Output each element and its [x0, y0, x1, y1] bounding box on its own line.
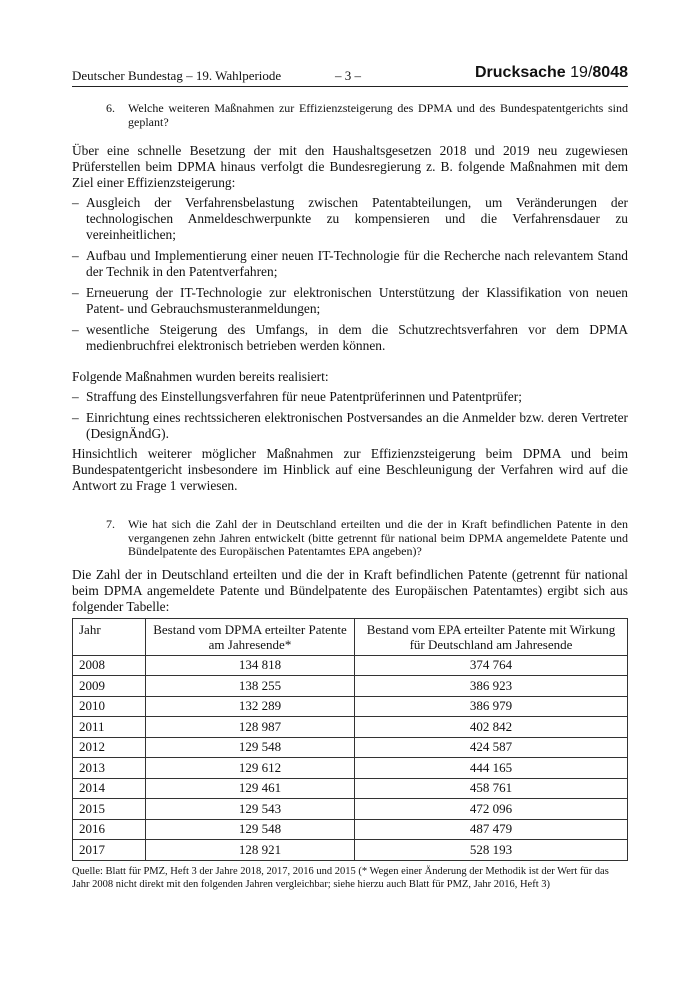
dpma-cell: 138 255	[146, 676, 355, 697]
year-cell: 2013	[73, 758, 146, 779]
dpma-cell: 129 548	[146, 737, 355, 758]
list-item: – Erneuerung der IT-Technologie zur elektronischen Unterstützung der Klassifikation von neuen Patent- und Gebrauchsmusteranmeldungen;	[72, 285, 628, 317]
table-row	[73, 778, 628, 799]
dpma-cell: 132 289	[146, 696, 355, 717]
table-row	[73, 737, 628, 758]
table-row	[73, 696, 628, 717]
answer-6-intro: Über eine schnelle Besetzung der mit den Haushaltsgesetzen 2018 und 2019 neu zugewiesen Prüferstellen beim DPMA hinaus verfolgt die Bundesregierung z. B. folgende Maßnahmen mit dem Ziel einer Effizienzsteigerung:	[72, 143, 628, 190]
patent-table	[72, 618, 628, 861]
table-row	[73, 717, 628, 738]
year-cell: 2009	[73, 676, 146, 697]
page-number: – 3 –	[335, 68, 361, 83]
table-row	[73, 819, 628, 840]
realized-measures-list	[72, 389, 628, 442]
table-body	[73, 655, 628, 860]
question-7-text: Wie hat sich die Zahl der in Deutschland erteilten und die der in Kraft befindlichen Patente in den vergangenen zehn Jahren entwickelt (bitte getrennt für national beim DPMA angemeldete Patente und Bündelpatente des Europäischen Patentamtes EPA angeben)?	[128, 517, 628, 558]
year-cell: 2010	[73, 696, 146, 717]
question-7-number: 7.	[106, 517, 115, 531]
doc-number-prefix: 19/	[570, 64, 593, 81]
page-header	[72, 64, 628, 87]
list-item: – Aufbau und Implementierung einer neuen IT-Technologie für die Recherche nach relevantem Stand der Technik in den Patentverfahren;	[72, 248, 628, 280]
answer-7-intro: Die Zahl der in Deutschland erteilten und die der in Kraft befindlichen Patente (getrennt für national beim DPMA angemeldete Patente und Bündelpatente des Europäischen Patentamtes) ergibt sich aus folgender Tabelle:	[72, 566, 628, 614]
list-item: – Einrichtung eines rechtssicheren elektronischen Postversandes an die Anmelder bzw. deren Vertreter (DesignÄndG).	[72, 410, 628, 442]
realized-intro: Folgende Maßnahmen wurden bereits realisiert:	[72, 369, 329, 384]
year-cell: 2008	[73, 655, 146, 676]
dpma-cell: 128 921	[146, 840, 355, 861]
dpma-cell: 128 987	[146, 717, 355, 738]
answer-6-closing: Hinsichtlich weiterer möglicher Maßnahmen zur Effizienzsteigerung beim DPMA und beim Bundespatentgericht insbesondere im Hinblick auf eine Beschleunigung der Verfahren wird auf die Antwort zu Frage 1 verwiesen.	[72, 446, 628, 493]
list-item: – Ausgleich der Verfahrensbelastung zwischen Patentabteilungen, um Veränderungen der technologischen Anmeldeschwerpunkte zu kompensieren und die Verfahrensdauer zu vereinheitlichen;	[72, 195, 628, 243]
table-row	[73, 655, 628, 676]
dpma-cell: 129 461	[146, 778, 355, 799]
doc-label: Drucksache	[474, 64, 566, 81]
column-header-year: Jahr	[73, 618, 146, 655]
doc-number-bold: 8048	[592, 64, 628, 81]
year-cell: 2011	[73, 717, 146, 738]
question-7	[106, 518, 628, 559]
list-item: – wesentliche Steigerung des Umfangs, in dem die Schutzrechtsverfahren vor dem DPMA medienbruchfrei elektronisch betrieben werden können.	[72, 322, 628, 354]
table-row	[73, 676, 628, 697]
question-6-number: 6.	[106, 101, 115, 115]
table-row	[73, 758, 628, 779]
epa-cell: 374 764	[355, 655, 628, 676]
list-item: – Straffung des Einstellungsverfahren für neue Patentprüferinnen und Patentprüfer;	[72, 389, 628, 405]
question-6-text: Welche weiteren Maßnahmen zur Effizienzsteigerung des DPMA und des Bundespatentgerichts sind geplant?	[128, 101, 628, 129]
year-cell: 2015	[73, 799, 146, 820]
doc-number	[570, 64, 628, 81]
epa-cell: 528 193	[355, 840, 628, 861]
epa-cell: 458 761	[355, 778, 628, 799]
epa-cell: 487 479	[355, 819, 628, 840]
column-header-epa: Bestand vom EPA erteilter Patente mit Wirkung für Deutschland am Jahresende	[355, 618, 628, 655]
page-content	[72, 102, 628, 891]
header-title: Deutscher Bundestag – 19. Wahlperiode	[72, 68, 282, 83]
epa-cell: 402 842	[355, 717, 628, 738]
table-source-note: Quelle: Blatt für PMZ, Heft 3 der Jahre 2018, 2017, 2016 und 2015 (* Wegen einer Änderung der Methodik ist der Wert für das Jahr 2008 nicht direkt mit den folgenden Jahren vergleichbar; siehe hierzu auch Blatt für PMZ, Jahr 2016, Heft 3)	[72, 865, 609, 890]
table-header-row	[73, 618, 628, 655]
dpma-cell: 134 818	[146, 655, 355, 676]
table-row	[73, 840, 628, 861]
year-cell: 2017	[73, 840, 146, 861]
dpma-cell: 129 548	[146, 819, 355, 840]
table-row	[73, 799, 628, 820]
year-cell: 2014	[73, 778, 146, 799]
epa-cell: 386 923	[355, 676, 628, 697]
epa-cell: 444 165	[355, 758, 628, 779]
epa-cell: 386 979	[355, 696, 628, 717]
year-cell: 2016	[73, 819, 146, 840]
dpma-cell: 129 612	[146, 758, 355, 779]
column-header-dpma: Bestand vom DPMA erteilter Patente am Jahresende*	[146, 618, 355, 655]
question-6	[106, 102, 628, 129]
year-cell: 2012	[73, 737, 146, 758]
epa-cell: 424 587	[355, 737, 628, 758]
planned-measures-list	[72, 195, 628, 354]
dpma-cell: 129 543	[146, 799, 355, 820]
epa-cell: 472 096	[355, 799, 628, 820]
document-number	[475, 64, 628, 82]
